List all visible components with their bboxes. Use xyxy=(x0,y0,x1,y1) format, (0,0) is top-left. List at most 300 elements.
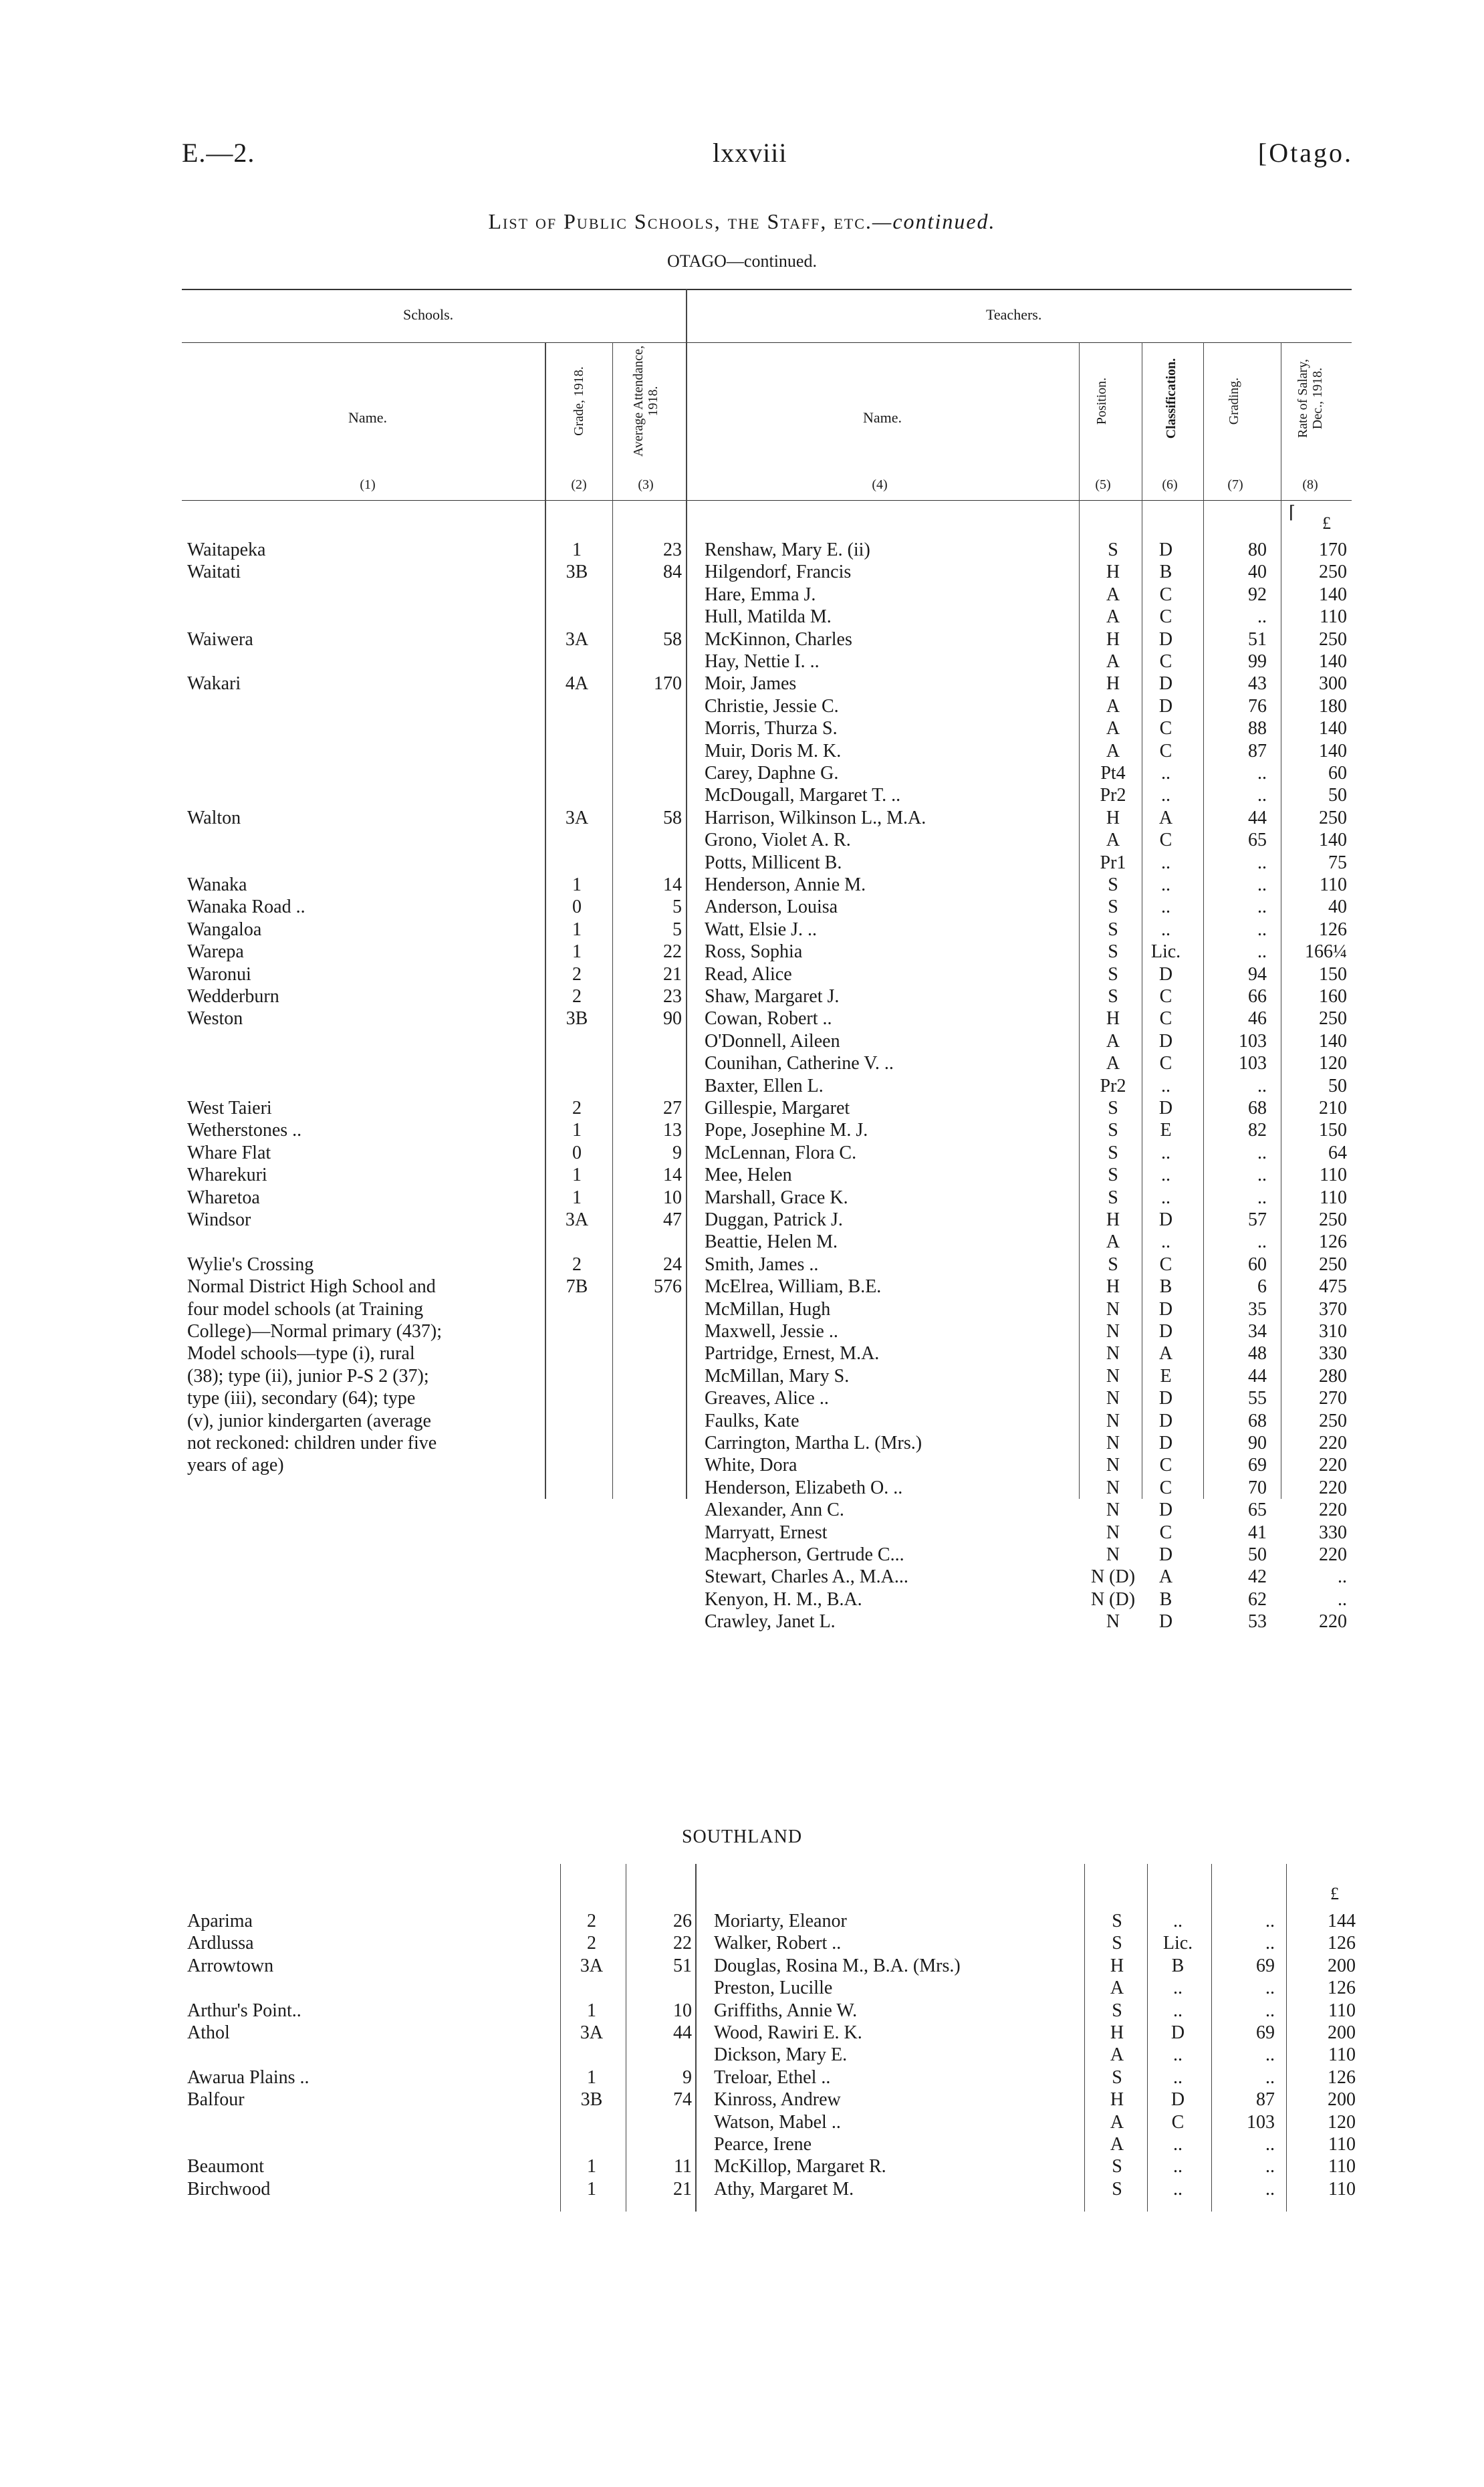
grade-cell: 3B xyxy=(580,2089,603,2111)
table-row xyxy=(0,561,1484,583)
school-name-cell: type (iii), secondary (64); type xyxy=(187,1388,416,1409)
grade-cell: 1 xyxy=(587,2000,596,2021)
grading-cell: .. xyxy=(1257,852,1267,873)
attendance-cell: 47 xyxy=(663,1209,682,1230)
position-cell: S xyxy=(1108,1142,1118,1163)
col-num-8: (8) xyxy=(1302,477,1318,492)
school-name-cell: Athol xyxy=(187,2022,230,2043)
grading-cell: .. xyxy=(1257,763,1267,784)
school-name-cell: Arrowtown xyxy=(187,1955,274,1976)
classification-cell: D xyxy=(1158,1611,1173,1633)
table-row xyxy=(0,650,1484,673)
school-name-cell: years of age) xyxy=(187,1455,284,1476)
col-num-4: (4) xyxy=(872,477,888,492)
position-cell: A xyxy=(1110,2111,1124,2133)
position-cell: A xyxy=(1106,740,1120,761)
table-row xyxy=(0,941,1484,963)
grading-cell: 68 xyxy=(1248,1410,1267,1431)
grade-cell: 1 xyxy=(572,1120,582,1141)
classification-cell: A xyxy=(1158,1566,1173,1588)
position-cell: S xyxy=(1112,1911,1122,1931)
grading-cell: .. xyxy=(1257,1231,1267,1253)
position-cell: Pr2 xyxy=(1100,1075,1126,1096)
col-salary: Rate of Salary, Dec., 1918. xyxy=(1295,358,1325,439)
salary-cell: 75 xyxy=(1328,852,1347,873)
grading-cell: .. xyxy=(1265,1933,1275,1954)
school-name-cell: Weston xyxy=(187,1008,243,1030)
teacher-name-cell: Preston, Lucille xyxy=(714,1978,833,1999)
grading-cell: .. xyxy=(1257,1165,1267,1186)
attendance-cell: 11 xyxy=(674,2156,692,2177)
position-cell: S xyxy=(1112,1933,1122,1954)
position-cell: N xyxy=(1106,1433,1120,1453)
table-row xyxy=(0,1454,1484,1476)
table-row xyxy=(0,1387,1484,1409)
teacher-name-cell: Hay, Nettie I. .. xyxy=(705,651,820,672)
salary-cell: 270 xyxy=(1319,1388,1347,1409)
teacher-name-cell: Griffiths, Annie W. xyxy=(714,2000,858,2021)
table-row xyxy=(0,740,1484,762)
table-row xyxy=(0,2178,1484,2200)
classification-cell: .. xyxy=(1161,763,1170,784)
table-row xyxy=(0,584,1484,606)
classification-cell: B xyxy=(1171,1955,1185,1976)
school-name-cell: Waiwera xyxy=(187,628,253,650)
classification-cell: Lic. xyxy=(1150,941,1181,963)
attendance-cell: 51 xyxy=(673,1955,692,1976)
salary-cell: 140 xyxy=(1319,718,1347,739)
title-text: List of Public Schools, the Staff, etc. xyxy=(488,209,872,233)
school-name-cell: not reckoned: children under five xyxy=(187,1433,437,1453)
classification-cell: E xyxy=(1160,1120,1172,1141)
salary-cell: 110 xyxy=(1328,2000,1356,2021)
teacher-name-cell: McKinnon, Charles xyxy=(705,628,852,650)
grading-cell: 70 xyxy=(1248,1477,1267,1498)
position-cell: S xyxy=(1108,1187,1118,1208)
salary-cell: 210 xyxy=(1319,1098,1347,1118)
position-cell: A xyxy=(1106,718,1120,739)
classification-cell: D xyxy=(1170,2089,1185,2111)
teacher-name-cell: Kenyon, H. M., B.A. xyxy=(705,1588,862,1610)
region-subtitle: OTAGO—continued. xyxy=(667,251,817,271)
position-cell: H xyxy=(1106,562,1120,583)
grade-cell: 1 xyxy=(572,874,582,895)
classification-cell: D xyxy=(1158,1321,1173,1342)
position-cell: A xyxy=(1106,651,1120,672)
position-cell: S xyxy=(1112,2000,1122,2021)
school-name-cell: four model schools (at Training xyxy=(187,1298,424,1320)
grading-cell: 99 xyxy=(1248,651,1267,672)
table-row xyxy=(0,717,1484,739)
position-cell: S xyxy=(1112,2156,1122,2177)
classification-cell: C xyxy=(1159,718,1172,739)
table-row xyxy=(0,1008,1484,1030)
school-name-cell: Wanaka Road .. xyxy=(187,897,305,918)
grading-cell: .. xyxy=(1257,1075,1267,1096)
grade-cell: 2 xyxy=(572,963,582,985)
salary-cell: 110 xyxy=(1320,606,1347,628)
position-cell: N xyxy=(1106,1611,1120,1633)
grade-cell: 1 xyxy=(587,2156,596,2177)
page-header-right: [Otago. xyxy=(1257,138,1353,168)
grading-cell: 62 xyxy=(1248,1588,1267,1610)
grading-cell: 87 xyxy=(1248,740,1267,761)
position-cell: H xyxy=(1106,1209,1120,1230)
classification-cell: .. xyxy=(1161,1187,1170,1208)
table-row xyxy=(0,1977,1484,1999)
classification-cell: .. xyxy=(1161,874,1170,895)
position-cell: S xyxy=(1108,874,1118,895)
teacher-name-cell: Treloar, Ethel .. xyxy=(714,2066,831,2088)
classification-cell: .. xyxy=(1173,1978,1183,1999)
grade-cell: 0 xyxy=(572,897,582,918)
col-grading: Grading. xyxy=(1227,377,1241,425)
grading-cell: 35 xyxy=(1248,1298,1267,1320)
position-cell: S xyxy=(1108,1165,1118,1186)
grade-cell: 3B xyxy=(566,562,588,583)
school-name-cell: (v), junior kindergarten (average xyxy=(187,1410,431,1431)
salary-cell: 110 xyxy=(1320,874,1347,895)
position-cell: S xyxy=(1108,540,1118,560)
grade-cell: 2 xyxy=(587,1933,596,1954)
classification-cell: C xyxy=(1159,584,1172,605)
grading-cell: .. xyxy=(1257,606,1267,628)
position-cell: S xyxy=(1108,986,1118,1007)
position-cell: A xyxy=(1110,2134,1124,2155)
teacher-name-cell: Watt, Elsie J. .. xyxy=(705,919,818,940)
position-cell: H xyxy=(1106,1008,1120,1030)
table-row xyxy=(0,1231,1484,1253)
classification-cell: C xyxy=(1159,1522,1172,1543)
school-name-cell: College)—Normal primary (437); xyxy=(187,1321,443,1342)
salary-cell: 220 xyxy=(1319,1433,1347,1453)
table-row xyxy=(0,1119,1484,1141)
teacher-name-cell: Harrison, Wilkinson L., M.A. xyxy=(705,807,926,828)
position-cell: Pr1 xyxy=(1100,852,1126,873)
position-cell: N xyxy=(1106,1500,1120,1521)
salary-cell: 200 xyxy=(1328,2089,1356,2111)
grading-cell: 69 xyxy=(1248,1455,1267,1476)
position-cell: N xyxy=(1106,1298,1120,1320)
grading-cell: 41 xyxy=(1248,1522,1267,1543)
classification-cell: .. xyxy=(1161,1231,1170,1253)
attendance-cell: 23 xyxy=(663,986,682,1007)
table-row xyxy=(0,1432,1484,1454)
table-row xyxy=(0,1499,1484,1521)
salary-cell: 110 xyxy=(1328,2134,1356,2155)
salary-cell: 475 xyxy=(1319,1276,1347,1298)
salary-cell: 166¼ xyxy=(1305,941,1347,963)
salary-cell: 250 xyxy=(1319,1008,1347,1030)
position-cell: H xyxy=(1110,2089,1124,2111)
grading-cell: .. xyxy=(1265,2044,1275,2066)
teacher-name-cell: Henderson, Annie M. xyxy=(705,874,866,895)
grading-cell: 92 xyxy=(1248,584,1267,605)
salary-cell: 250 xyxy=(1319,1254,1347,1275)
attendance-cell: 5 xyxy=(672,919,682,940)
classification-cell: .. xyxy=(1173,2044,1183,2066)
classification-cell: .. xyxy=(1173,2178,1183,2200)
salary-cell: 250 xyxy=(1319,807,1347,828)
grading-cell: .. xyxy=(1257,1187,1267,1208)
school-name-cell: Wetherstones .. xyxy=(187,1120,302,1141)
table-row xyxy=(0,1588,1484,1611)
salary-cell: 220 xyxy=(1319,1611,1347,1633)
position-cell: A xyxy=(1106,1030,1120,1052)
teacher-name-cell: Renshaw, Mary E. (ii) xyxy=(705,540,870,560)
teacher-name-cell: Crawley, Janet L. xyxy=(705,1611,836,1633)
page-header-left: E.—2. xyxy=(182,138,255,168)
table-row xyxy=(0,2133,1484,2155)
grading-cell: 103 xyxy=(1247,2111,1275,2133)
salary-cell: 110 xyxy=(1328,2178,1356,2200)
header-bottom-rule xyxy=(182,500,1352,501)
teacher-name-cell: Smith, James .. xyxy=(705,1254,819,1275)
grade-cell: 3A xyxy=(580,2022,604,2043)
table-row xyxy=(0,1075,1484,1097)
salary-cell: 50 xyxy=(1328,1075,1347,1096)
grading-cell: 65 xyxy=(1248,1500,1267,1521)
grading-cell: .. xyxy=(1265,1911,1275,1931)
table-row xyxy=(0,762,1484,784)
school-name-cell: Waronui xyxy=(187,963,251,985)
table-row xyxy=(0,2111,1484,2133)
teacher-name-cell: McMillan, Hugh xyxy=(705,1298,831,1320)
document-title xyxy=(0,209,1484,234)
classification-cell: .. xyxy=(1173,2156,1183,2177)
grading-cell: 55 xyxy=(1248,1388,1267,1409)
grading-cell: 6 xyxy=(1257,1276,1267,1298)
school-name-cell: Wedderburn xyxy=(187,986,279,1007)
classification-cell: .. xyxy=(1161,1142,1170,1163)
grade-cell: 2 xyxy=(572,1098,582,1118)
classification-cell: D xyxy=(1158,695,1173,717)
table-row xyxy=(0,695,1484,717)
school-name-cell: Aparima xyxy=(187,1911,253,1931)
grade-cell: 1 xyxy=(572,540,582,560)
table-row xyxy=(0,1365,1484,1387)
position-cell: N xyxy=(1106,1343,1120,1365)
table-row xyxy=(0,874,1484,896)
grading-cell: 103 xyxy=(1239,1053,1267,1074)
position-cell: N xyxy=(1106,1544,1120,1565)
col-average-attendance: Average Attendance, 1918. xyxy=(631,345,660,457)
attendance-cell: 9 xyxy=(683,2066,692,2088)
attendance-cell: 26 xyxy=(673,1911,692,1931)
grading-cell: .. xyxy=(1265,2000,1275,2021)
position-cell: A xyxy=(1106,606,1120,628)
grading-cell: 60 xyxy=(1248,1254,1267,1275)
salary-cell: 300 xyxy=(1319,673,1347,695)
position-cell: N (D) xyxy=(1090,1588,1136,1610)
salary-cell: 280 xyxy=(1319,1365,1347,1387)
position-cell: H xyxy=(1106,628,1120,650)
classification-cell: D xyxy=(1158,1030,1173,1052)
grade-cell: 3A xyxy=(565,1209,589,1230)
teacher-name-cell: McMillan, Mary S. xyxy=(705,1365,850,1387)
school-name-cell: Awarua Plains .. xyxy=(187,2066,310,2088)
position-cell: N xyxy=(1106,1477,1120,1498)
teacher-name-cell: Macpherson, Gertrude C... xyxy=(705,1544,904,1565)
position-cell: S xyxy=(1108,963,1118,985)
salary-cell: 310 xyxy=(1319,1321,1347,1342)
grading-cell: .. xyxy=(1265,1978,1275,1999)
table-row xyxy=(0,963,1484,985)
school-name-cell: Waitapeka xyxy=(187,540,266,560)
attendance-cell: 576 xyxy=(654,1276,682,1298)
grading-cell: 50 xyxy=(1248,1544,1267,1565)
salary-cell: 370 xyxy=(1319,1298,1347,1320)
teacher-name-cell: McDougall, Margaret T. .. xyxy=(705,785,901,806)
teacher-name-cell: Partridge, Ernest, M.A. xyxy=(705,1343,880,1365)
grading-cell: .. xyxy=(1257,897,1267,918)
position-cell: A xyxy=(1106,584,1120,605)
salary-cell: 110 xyxy=(1328,2156,1356,2177)
teacher-name-cell: Potts, Millicent B. xyxy=(705,852,842,873)
col-num-3: (3) xyxy=(638,477,654,492)
table-row xyxy=(0,1052,1484,1074)
grade-cell: 2 xyxy=(572,1254,582,1275)
teacher-name-cell: Christie, Jessie C. xyxy=(705,695,839,717)
attendance-cell: 58 xyxy=(663,807,682,828)
table-row xyxy=(0,2089,1484,2111)
classification-cell: D xyxy=(1158,1544,1173,1565)
salary-cell: 120 xyxy=(1328,2111,1356,2133)
school-name-cell: Wharetoa xyxy=(187,1187,260,1208)
grading-cell: 40 xyxy=(1248,562,1267,583)
classification-cell: C xyxy=(1159,606,1172,628)
school-name-cell: Walton xyxy=(187,807,241,828)
school-name-cell: Ardlussa xyxy=(187,1933,254,1954)
teacher-name-cell: Gillespie, Margaret xyxy=(705,1098,850,1118)
position-cell: N xyxy=(1106,1522,1120,1543)
table-row xyxy=(0,1932,1484,1954)
salary-cell: 40 xyxy=(1328,897,1347,918)
grading-cell: .. xyxy=(1257,941,1267,963)
school-name-cell: (38); type (ii), junior P-S 2 (37); xyxy=(187,1365,429,1387)
salary-cell: 250 xyxy=(1319,1209,1347,1230)
school-name-cell: West Taieri xyxy=(187,1098,272,1118)
teachers-group-heading: Teachers. xyxy=(986,306,1042,323)
table-row xyxy=(0,606,1484,628)
teacher-name-cell: Grono, Violet A. R. xyxy=(705,830,851,851)
classification-cell: .. xyxy=(1161,852,1170,873)
table-row xyxy=(0,829,1484,851)
attendance-cell: 23 xyxy=(663,540,682,560)
grading-cell: 65 xyxy=(1248,830,1267,851)
table-row xyxy=(0,896,1484,918)
classification-cell: D xyxy=(1158,540,1173,560)
grading-cell: 57 xyxy=(1248,1209,1267,1230)
school-name-cell: Balfour xyxy=(187,2089,245,2111)
attendance-cell: 5 xyxy=(672,897,682,918)
col-num-5: (5) xyxy=(1095,477,1111,492)
salary-cell: 250 xyxy=(1319,562,1347,583)
position-cell: A xyxy=(1106,695,1120,717)
attendance-cell: 14 xyxy=(663,1165,682,1186)
table-row xyxy=(0,1522,1484,1544)
classification-cell: C xyxy=(1159,1053,1172,1074)
position-cell: N xyxy=(1106,1388,1120,1409)
salary-cell: 150 xyxy=(1319,1120,1347,1141)
school-name-cell: Birchwood xyxy=(187,2178,271,2200)
classification-cell: C xyxy=(1171,2111,1185,2133)
salary-cell: 140 xyxy=(1319,740,1347,761)
position-cell: H xyxy=(1106,807,1120,828)
classification-cell: B xyxy=(1159,562,1172,583)
teacher-name-cell: Pearce, Irene xyxy=(714,2134,812,2155)
teacher-name-cell: Maxwell, Jessie .. xyxy=(705,1321,838,1342)
salary-cell: 140 xyxy=(1319,1030,1347,1052)
salary-cell: 126 xyxy=(1328,1978,1356,1999)
position-cell: S xyxy=(1108,1098,1118,1118)
table-row xyxy=(0,1544,1484,1566)
position-cell: H xyxy=(1106,1276,1120,1298)
salary-cell: 160 xyxy=(1319,986,1347,1007)
grading-cell: 46 xyxy=(1248,1008,1267,1030)
grading-cell: 44 xyxy=(1248,807,1267,828)
school-name-cell: Model schools—type (i), rural xyxy=(187,1343,415,1365)
classification-cell: D xyxy=(1158,1410,1173,1431)
teacher-name-cell: O'Donnell, Aileen xyxy=(705,1030,840,1052)
grading-cell: 48 xyxy=(1248,1343,1267,1365)
col-num-6: (6) xyxy=(1162,477,1178,492)
teacher-name-cell: Faulks, Kate xyxy=(705,1410,799,1431)
position-cell: S xyxy=(1108,897,1118,918)
classification-cell: D xyxy=(1170,2022,1185,2043)
position-cell: A xyxy=(1106,1231,1120,1253)
position-cell: H xyxy=(1106,673,1120,695)
grading-cell: .. xyxy=(1265,2156,1275,2177)
salary-cell: 126 xyxy=(1319,1231,1347,1253)
classification-cell: C xyxy=(1159,1008,1172,1030)
classification-cell: C xyxy=(1159,986,1172,1007)
table-row xyxy=(0,1030,1484,1052)
school-name-cell: Beaumont xyxy=(187,2156,265,2177)
teacher-name-cell: Duggan, Patrick J. xyxy=(705,1209,843,1230)
school-name-cell: Wylie's Crossing xyxy=(187,1254,314,1275)
classification-cell: A xyxy=(1158,1343,1173,1365)
classification-cell: .. xyxy=(1161,785,1170,806)
schools-group-heading: Schools. xyxy=(403,306,454,323)
col-grade: Grade, 1918. xyxy=(572,366,586,436)
grade-cell: 3B xyxy=(566,1008,588,1030)
salary-cell: 150 xyxy=(1319,963,1347,985)
teacher-name-cell: Hull, Matilda M. xyxy=(705,606,832,628)
table-row xyxy=(0,784,1484,806)
salary-cell: 110 xyxy=(1320,1165,1347,1186)
table-row xyxy=(0,1955,1484,1977)
classification-cell: A xyxy=(1158,807,1173,828)
classification-cell: C xyxy=(1159,1455,1172,1476)
teacher-name-cell: McElrea, William, B.E. xyxy=(705,1276,882,1298)
salary-cell: 110 xyxy=(1328,2044,1356,2066)
teacher-name-cell: Muir, Doris M. K. xyxy=(705,740,842,761)
attendance-cell: 22 xyxy=(663,941,682,963)
teacher-name-cell: Watson, Mabel .. xyxy=(714,2111,841,2133)
position-cell: S xyxy=(1108,1120,1118,1141)
salary-cell: 126 xyxy=(1328,1933,1356,1954)
grading-cell: 69 xyxy=(1256,2022,1275,2043)
salary-cell: 126 xyxy=(1319,919,1347,940)
grading-cell: 88 xyxy=(1248,718,1267,739)
table-row xyxy=(0,1142,1484,1164)
table-row xyxy=(0,1410,1484,1432)
salary-cell: 330 xyxy=(1319,1522,1347,1543)
position-cell: S xyxy=(1108,941,1118,963)
southland-heading: SOUTHLAND xyxy=(681,1826,803,1847)
grade-cell: 1 xyxy=(572,1165,582,1186)
